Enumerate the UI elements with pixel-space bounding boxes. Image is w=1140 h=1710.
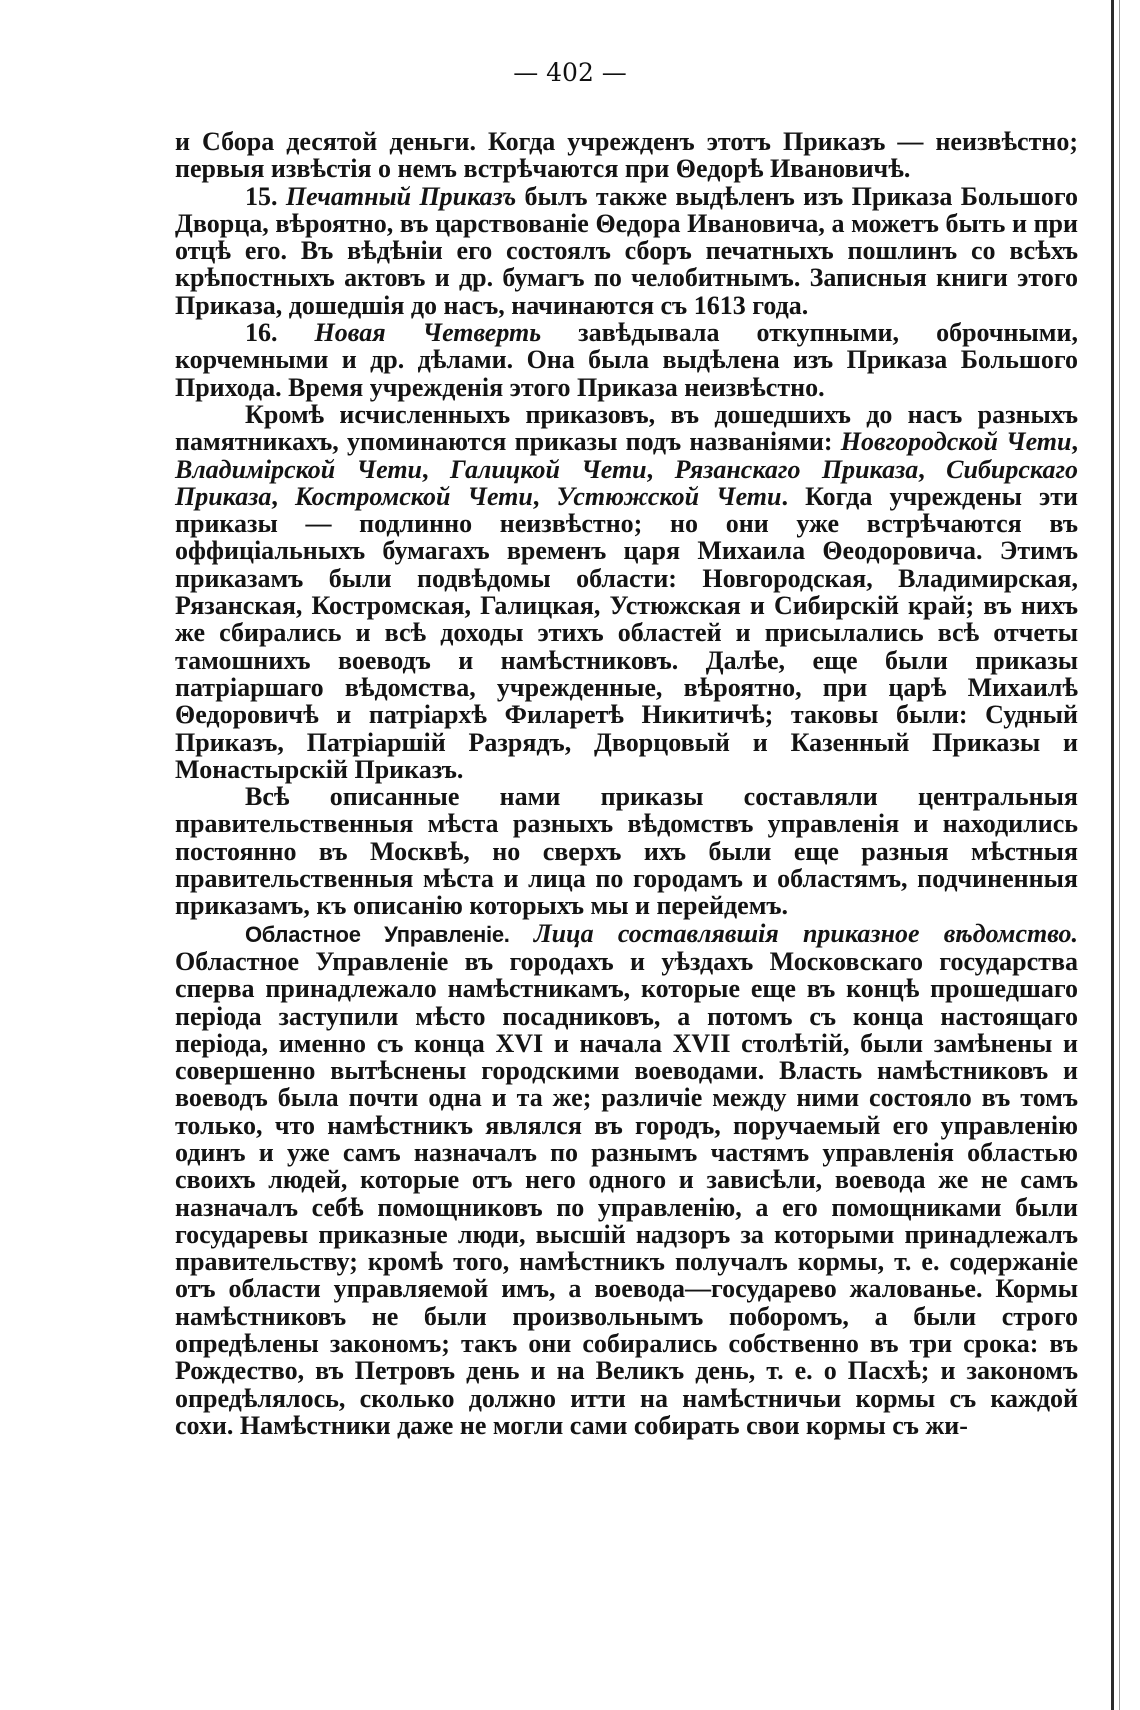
paragraph-text: Когда учреждены эти приказы — подлинно неизвѣстно; но они уже встрѣчаются въ оффиціальныхъ бумагахъ временъ царя Михаила Θеодоровича. Этимъ приказамъ были подвѣдомы области: Новгородская, Владимирская, Рязанская, Костромская, Галицкая, Устюжская и Сибирскій край; въ нихъ же сбирались и всѣ доходы этихъ областей и присылались всѣ отчеты тамошнихъ воеводъ и намѣстниковъ. Далѣе, еще были приказы патріаршаго вѣдомства, учрежденные, вѣроятно, при царѣ Михаилѣ Θедоровичѣ и патріархѣ Филаретѣ Никитичѣ; таковы были: Судный Приказъ, Патріаршій Разрядъ, Дворцовый и Казенный Приказы и Монастырскій Приказъ.	[175, 481, 1079, 784]
paragraph-printing-office	[175, 183, 1078, 319]
office-name-italic: Новгородской Чети	[840, 427, 1072, 457]
paragraph-new-quarter	[175, 319, 1078, 401]
paragraph-central-offices	[175, 783, 1078, 919]
paragraph-continuation	[175, 128, 1078, 183]
page-spine-edge	[1111, 0, 1114, 1710]
office-name-italic: Рязанскаго Приказа	[674, 454, 919, 484]
office-name-italic: Сибирскаго Приказа	[175, 454, 1079, 511]
term-italic: Печатный Приказъ	[285, 181, 517, 211]
office-name-italic: Устюжской Чети	[556, 481, 782, 511]
section-heading: Областное Управленіе.	[245, 921, 510, 947]
item-number: 16.	[245, 318, 278, 348]
office-name-italic: Костромской Чети	[294, 481, 533, 511]
paragraph-text: Всѣ описанные нами приказы составляли центральныя правительственныя мѣста разныхъ вѣдомствъ управленія и находились постоянно въ Москвѣ, но сверхъ ихъ были еще разныя мѣстныя правительственныя мѣста и лица по городамъ и областямъ, подчиненныя приказамъ, къ описанію которыхъ мы и перейдемъ.	[175, 782, 1078, 921]
paragraph-text: Кромѣ исчисленныхъ приказовъ, въ дошедшихъ до насъ разныхъ памятникахъ, упоминаются приказы подъ названіями:	[175, 399, 1078, 457]
office-name-italic: Владимірской Чети	[175, 454, 423, 484]
paragraph-text: завѣдывала откупными, оброчными, корчемными и др. дѣлами. Она была выдѣлена изъ Приказа Большого Прихода. Время учрежденія этого Приказа неизвѣстно.	[175, 318, 1078, 402]
page-body	[175, 128, 1078, 1439]
page-number: — 402 —	[513, 58, 627, 87]
term-italic: Новая Четверть	[314, 318, 542, 348]
paragraph-regional-administration	[175, 920, 1078, 1440]
page-spine-shadow	[1119, 0, 1120, 1710]
paragraph-text: Областное Управленіе въ городахъ и уѣздахъ Московскаго государства сперва принадлежало намѣстникамъ, которые еще въ концѣ прошедшаго періода заступили мѣсто посадниковъ, а потомъ съ конца настоящаго періода, именно съ конца XVI и начала XVII столѣтій, были замѣнены и совершенно вытѣснены городскими воеводами. Власть намѣстниковъ и воеводъ была почти одна и та же; различіе между ними состояло въ томъ только, что намѣстникъ являлся въ городъ, поручаемый его управленію одинъ и уже самъ назначалъ по разнымъ частямъ управленія областью своихъ людей, которые отъ него одного и зависѣли, воевода же не самъ назначалъ себѣ помощниковъ по управленію, а его помощниками были государевы приказные люди, высшій надзоръ за которыми принадлежалъ правительству; кромѣ того, намѣстникъ получалъ кормы, т. е. содержаніе отъ области управляемой имъ, а воевода—государево жалованье. Кормы намѣстниковъ не были произвольнымъ поборомъ, а были строго опредѣлены закономъ; такъ они собирались собственно въ три срока: въ Рождество, въ Петровъ день и на Великъ день, т. е. о Пасхѣ; и закономъ опредѣлялось, сколько должно итти на намѣстничьи кормы съ каждой сохи. Намѣстники даже не могли сами собирать свои кормы съ жи-	[175, 946, 1078, 1440]
item-number: 15.	[245, 181, 278, 211]
paragraph-text: и Сбора десятой деньги. Когда учрежденъ этотъ Приказъ — неизвѣстно; первыя извѣстія о немъ встрѣчаются при Θедорѣ Ивановичѣ.	[175, 127, 1078, 184]
section-subheading: Лица составлявшія приказное вѣдомство.	[533, 918, 1078, 948]
office-name-italic: Галицкой Чети	[449, 454, 647, 484]
paragraph-other-offices: Кромѣ исчисленныхъ приказовъ, въ дошедшихъ до насъ разныхъ памятникахъ, упоминаются приказы подъ названіями: Новгородской Чети, Владимірской Чети, Галицкой Чети, Рязанскаго Приказа, Сибирскаго Приказа, Костромской Чети, Устюжской Чети. Когда учреждены эти приказы — подлинно неизвѣстно; но они уже встрѣчаются въ оффиціальныхъ бумагахъ временъ царя Михаила Θеодоровича. Этимъ приказамъ были подвѣдомы области: Новгородская, Владимирская, Рязанская, Костромская, Галицкая, Устюжская и Сибирскій край; въ нихъ же сбирались и всѣ доходы этихъ областей и присылались всѣ отчеты тамошнихъ воеводъ и намѣстниковъ. Далѣе, еще были приказы патріаршаго вѣдомства, учрежденные, вѣроятно, при царѣ Михаилѣ Θедоровичѣ и патріархѣ Филаретѣ Никитичѣ; таковы были: Судный Приказъ, Патріаршій Разрядъ, Дворцовый и Казенный Приказы и Монастырскій Приказъ.	[175, 399, 1079, 784]
paragraph-text: былъ также выдѣленъ изъ Приказа Большого Дворца, вѣроятно, въ царствованіе Θедора Ивановича, а можетъ быть и при отцѣ его. Въ вѣдѣніи его состоялъ сборъ печатныхъ пошлинъ со всѣхъ крѣпостныхъ актовъ и др. бумагъ по челобитнымъ. Записныя книги этого Приказа, дошедшія до насъ, начинаются съ 1613 года.	[175, 181, 1078, 320]
